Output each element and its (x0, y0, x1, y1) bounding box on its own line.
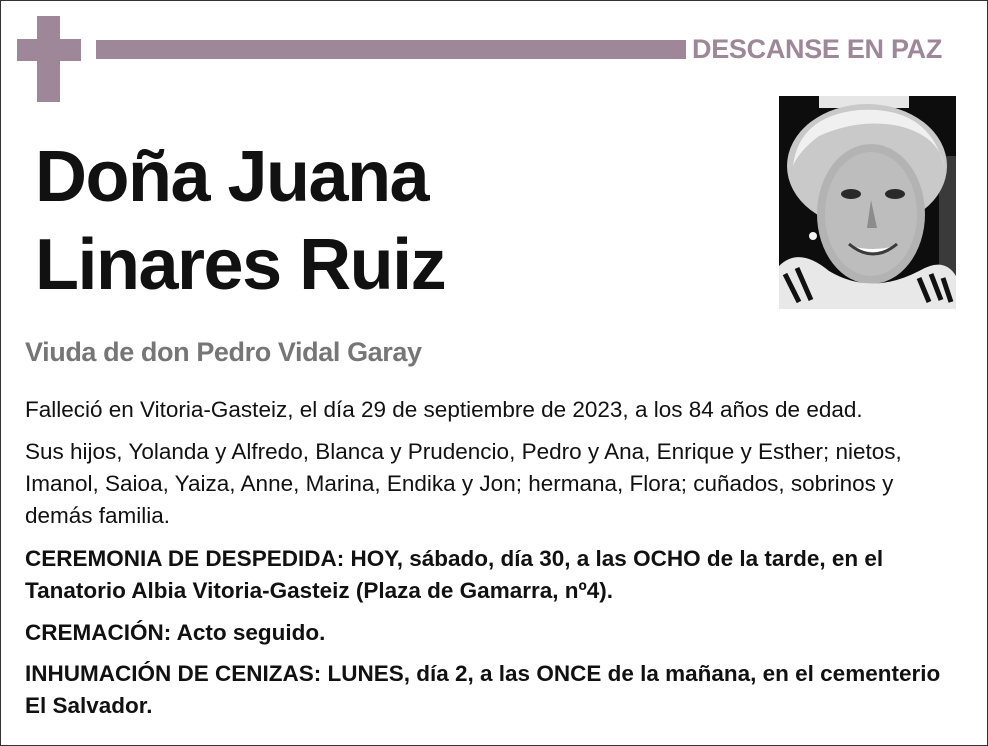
header-bar (96, 40, 686, 59)
death-notice-text: Falleció en Vitoria-Gasteiz, el día 29 de septiembre de 2023, a los 84 años de edad. (25, 397, 863, 422)
deceased-name (35, 133, 445, 309)
ceremony-text: CEREMONIA DE DESPEDIDA: HOY, sábado, día 30, a las OCHO de la tarde, en el Tanatorio Albia Vitoria-Gasteiz (Plaza de Gamarra, nº4). (25, 546, 884, 603)
family-text: Sus hijos, Yolanda y Alfredo, Blanca y Prudencio, Pedro y Ana, Enrique y Esther; nietos, Imanol, Saioa, Yaiza, Anne, Marina, Endika y Jon; hermana, Flora; cuñados, sobrinos y demás familia. (25, 439, 902, 528)
subtitle-widow: Viuda de don Pedro Vidal Garay (25, 337, 422, 367)
inhumation-text: INHUMACIÓN DE CENIZAS: LUNES, día 2, a las ONCE de la mañana, en el cementerio El Salvador. (25, 661, 941, 718)
cross-icon-arm (17, 39, 81, 61)
name-line-2: Linares Ruiz (35, 225, 446, 305)
portrait-photo (779, 96, 956, 309)
name-line-1: Doña Juana (35, 137, 429, 217)
header-tag: DESCANSE EN PAZ (692, 34, 943, 64)
cremation-text: CREMACIÓN: Acto seguido. (25, 620, 326, 645)
